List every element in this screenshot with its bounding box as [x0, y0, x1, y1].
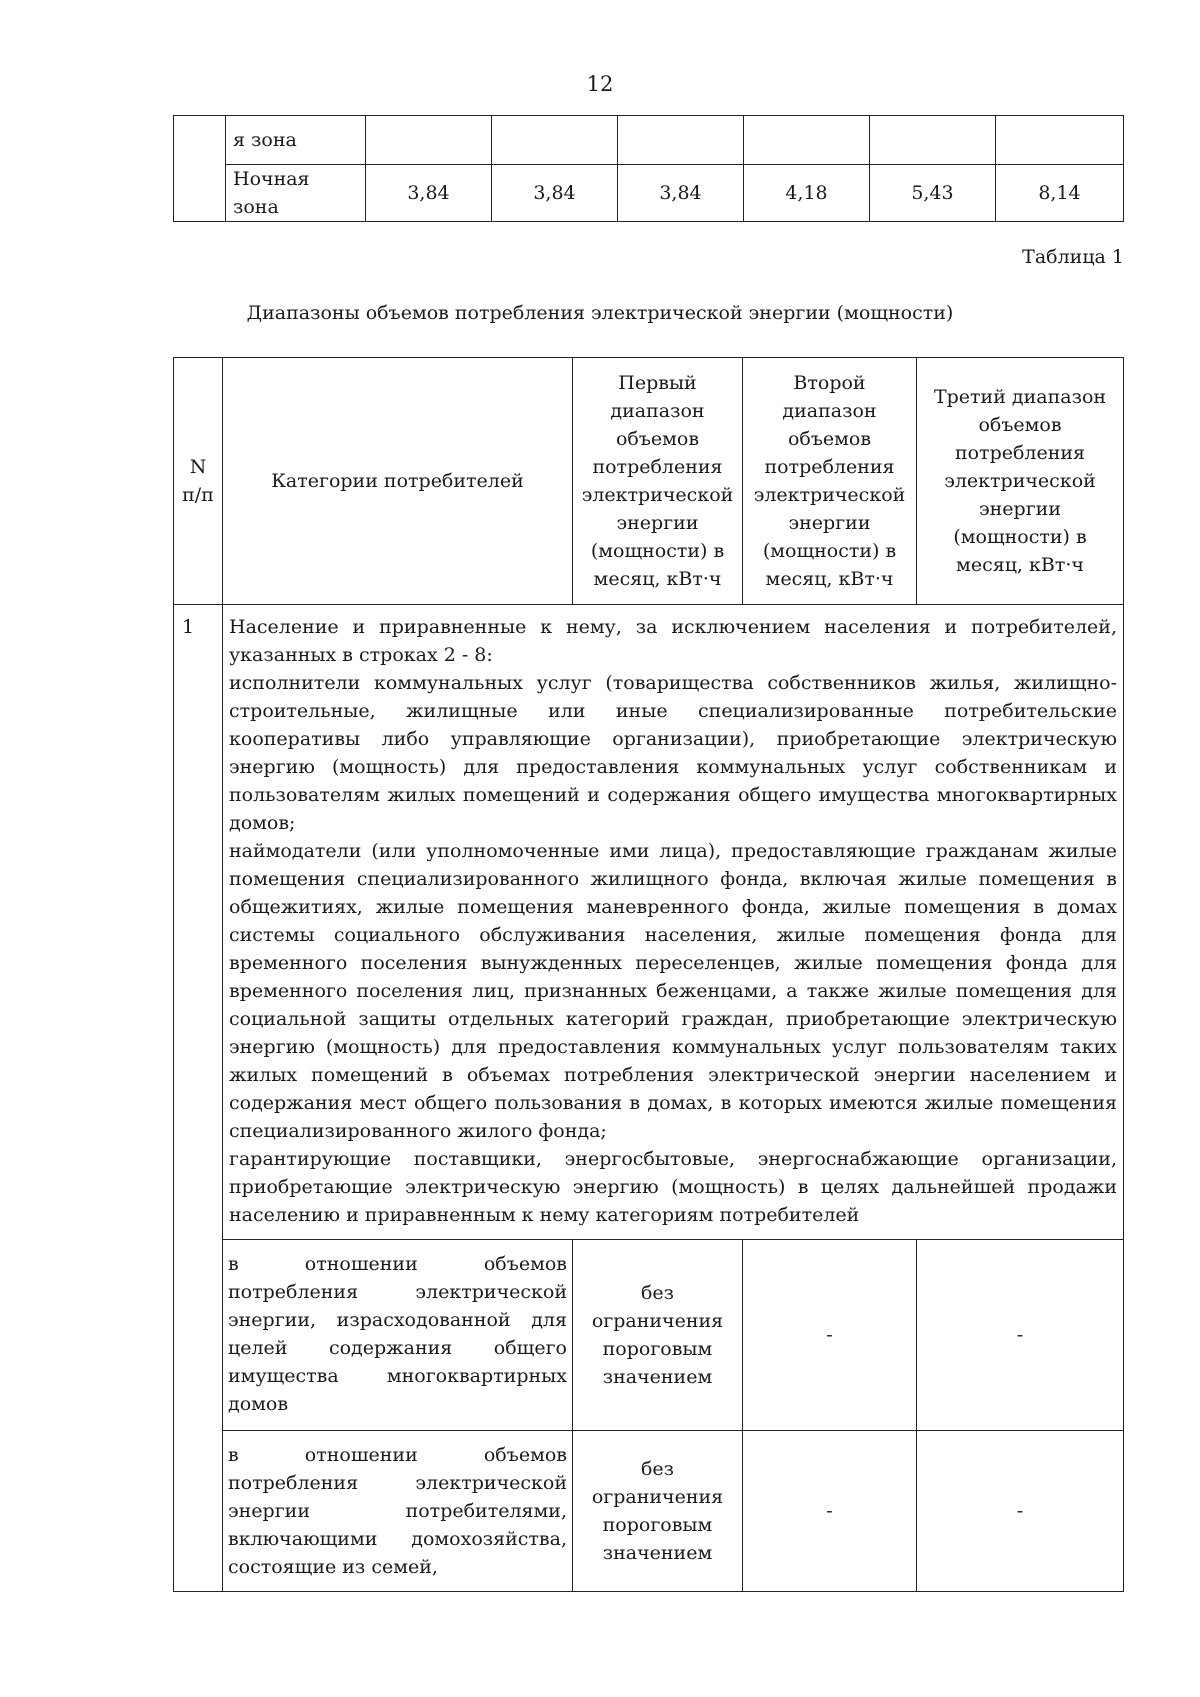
header-range2: Второй диапазон объемов потребления электрической энергии (мощности) в месяц, кВт·ч [743, 358, 917, 605]
description-paragraph: гарантирующие поставщики, энергосбытовые, энергоснабжающие организации, приобретающие электрическую энергию (мощность) в целях дальнейшей продажи населению и приравненным к нему категориям потребителей [229, 1148, 1117, 1226]
tariff-value [996, 116, 1124, 165]
consumption-ranges-table [173, 357, 1124, 1592]
tariff-value: 5,43 [870, 165, 996, 222]
range1-value: без ограничения пороговым значением [573, 1431, 743, 1592]
range3-value: - [917, 1431, 1124, 1592]
zone-label: я зона [226, 116, 366, 165]
description-paragraph: наймодатели (или уполномоченные ими лица), предоставляющие гражданам жилые помещения специализированного жилищного фонда, включая жилые помещения в общежитиях, жилые помещения маневренного фонда, жилые помещения в домах системы социального обслуживания населения, жилые помещения фонда для временного поселения вынужденных переселенцев, жилые помещения фонда для временного поселения лиц, признанных беженцами, а также жилые помещения для социальной защиты отдельных категорий граждан, приобретающие электрическую энергию (мощность) для предоставления коммунальных услуг пользователям таких жилых помещений в объемах потребления электрической энергии населением и содержания мест общего пользования в домах, в которых имеются жилые помещения специализированного жилого фонда; [229, 840, 1117, 1142]
tariff-value [492, 116, 618, 165]
table-row [174, 1240, 1124, 1431]
table-title: Диапазоны объемов потребления электрической энергии (мощности) [246, 302, 954, 324]
header-row [174, 358, 1124, 605]
header-range1: Первый диапазон объемов потребления электрической энергии (мощности) в месяц, кВт·ч [573, 358, 743, 605]
header-range3: Третий диапазон объемов потребления электрической энергии (мощности) в месяц, кВт·ч [917, 358, 1124, 605]
range1-value: без ограничения пороговым значением [573, 1240, 743, 1431]
row-number: 1 [174, 605, 223, 1592]
header-category: Категории потребителей [223, 358, 573, 605]
tariff-value [366, 116, 492, 165]
table-row [174, 1431, 1124, 1592]
tariff-value [744, 116, 870, 165]
table-row [174, 605, 1124, 1240]
tariff-value: 4,18 [744, 165, 870, 222]
table-row [174, 165, 1124, 222]
tariff-value [618, 116, 744, 165]
page-number: 12 [586, 72, 614, 96]
range2-value: - [743, 1240, 917, 1431]
range3-value: - [917, 1240, 1124, 1431]
subrow-description: в отношении объемов потребления электрической энергии, израсходованной для целей содержания общего имущества многоквартирных домов [223, 1240, 573, 1431]
zone-label: Ночная зона [226, 165, 366, 222]
merged-empty-cell [174, 116, 226, 222]
tariff-value [870, 116, 996, 165]
description-paragraph: Население и приравненные к нему, за исключением населения и потребителей, указанных в строках 2 - 8: [229, 616, 1117, 666]
tariff-value: 3,84 [366, 165, 492, 222]
tariff-value: 3,84 [618, 165, 744, 222]
subrow-description: в отношении объемов потребления электрической энергии потребителями, включающими домохозяйства, состоящие из семей, [223, 1431, 573, 1592]
tariff-value: 3,84 [492, 165, 618, 222]
description-paragraph: исполнители коммунальных услуг (товарищества собственников жилья, жилищно-строительные, жилищные или иные специализированные потребительские кооперативы либо управляющие организации), приобретающие электрическую энергию (мощность) для предоставления коммунальных услуг собственникам и пользователям жилых помещений и содержания общего имущества многоквартирных домов; [229, 672, 1117, 834]
range2-value: - [743, 1431, 917, 1592]
row-description [223, 605, 1124, 1240]
table-row [174, 116, 1124, 165]
tariff-value: 8,14 [996, 165, 1124, 222]
header-num: N п/п [174, 358, 223, 605]
tariff-table-continuation [173, 115, 1124, 222]
table-caption: Таблица 1 [1022, 246, 1124, 268]
